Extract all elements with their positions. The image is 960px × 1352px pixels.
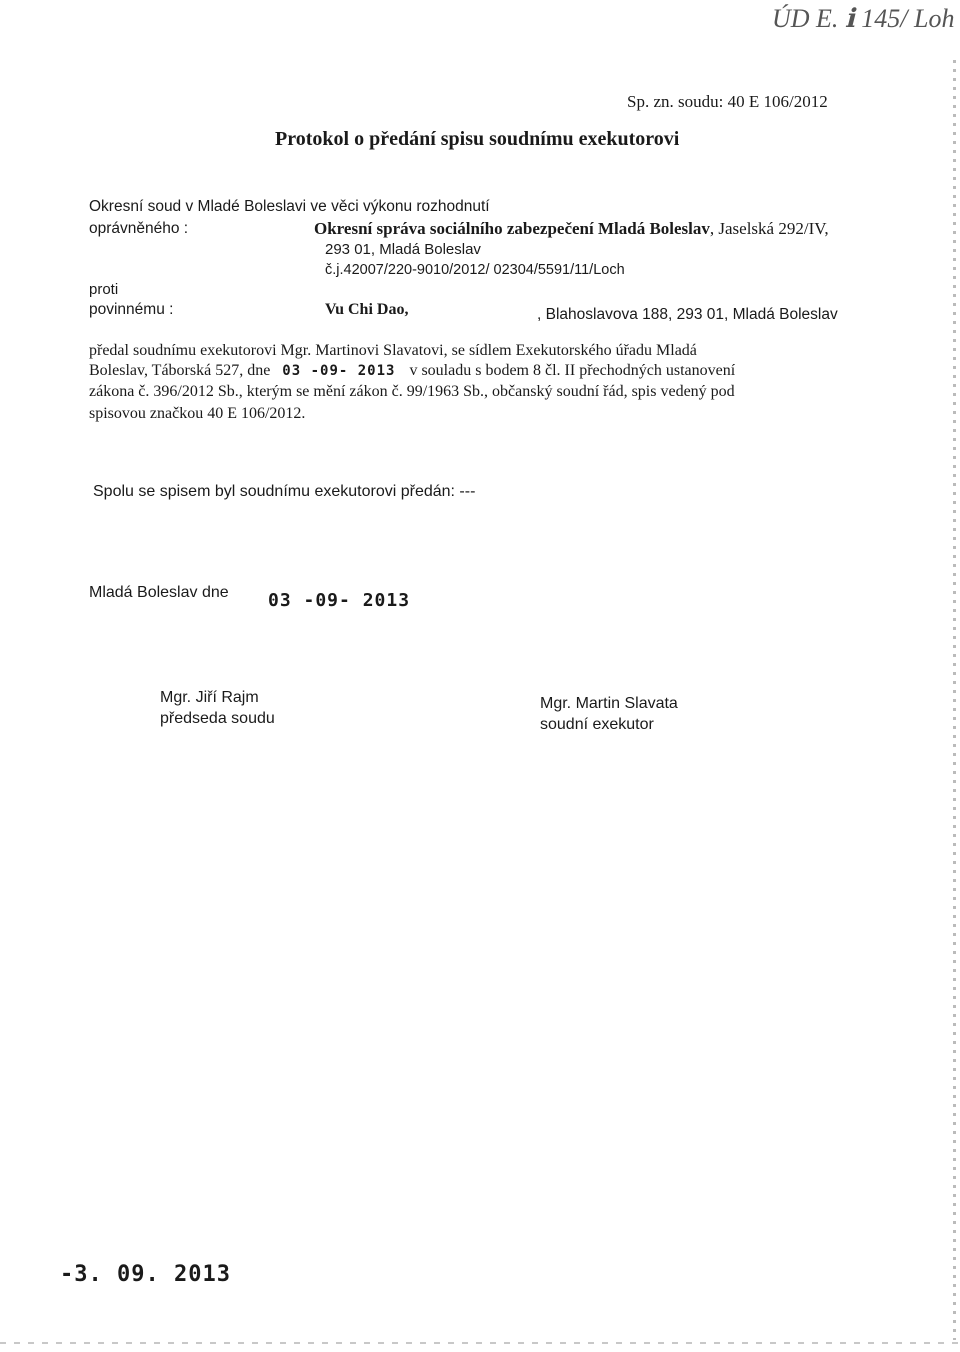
paragraph-line-2a: Boleslav, Táborská 527, dne	[89, 362, 271, 379]
signature-left-role: předseda soudu	[160, 710, 275, 727]
entitled-address-1: , Jaselská 292/IV,	[709, 219, 829, 238]
signature-right-role: soudní exekutor	[540, 716, 654, 733]
paragraph-line-2b: v souladu s bodem 8 čl. II přechodných ustanovení	[409, 362, 736, 379]
paragraph-line-4: spisovou značkou 40 E 106/2012.	[89, 405, 306, 422]
paragraph-line-3: zákona č. 396/2012 Sb., kterým se mění zákon č. 99/1963 Sb., občanský soudní řád, spis vedený pod	[89, 383, 735, 400]
entitled-label: oprávněného :	[89, 220, 189, 237]
attachment-line: Spolu se spisem byl soudnímu exekutorovi předán: ---	[93, 483, 476, 500]
obliged-label: povinnému :	[89, 301, 174, 318]
obliged-name: Vu Chi Dao,	[325, 301, 409, 318]
paragraph-line-2	[89, 362, 735, 380]
page-title: Protokol o předání spisu soudnímu exekutorovi	[275, 128, 680, 150]
handover-date-stamp: 03 -09- 2013	[282, 363, 396, 379]
entitled-reference: č.j.42007/220-9010/2012/ 02304/5591/11/Loch	[325, 262, 625, 278]
scan-edge-bottom	[0, 1342, 960, 1344]
court-line: Okresní soud v Mladé Boleslavi ve věci výkonu rozhodnutí	[89, 198, 490, 215]
paragraph-line-1: předal soudnímu exekutorovi Mgr. Martinovi Slavatovi, se sídlem Exekutorského úřadu Mladá	[89, 342, 697, 359]
entitled-name: Okresní správa sociálního zabezpečení Mladá Boleslav	[314, 219, 710, 238]
case-number: Sp. zn. soudu: 40 E 106/2012	[627, 92, 828, 111]
place-date-stamp: 03 -09- 2013	[268, 590, 411, 611]
entitled-party	[314, 219, 829, 239]
handwritten-filing-note: ÚD E. ℹ 145/ Loh	[772, 4, 955, 33]
scan-edge-right	[953, 60, 956, 1340]
signature-left-name: Mgr. Jiří Rajm	[160, 689, 259, 706]
receipt-date-stamp: -3. 09. 2013	[60, 1262, 231, 1287]
entitled-address-2: 293 01, Mladá Boleslav	[325, 241, 481, 258]
place-date-label: Mladá Boleslav dne	[89, 584, 229, 601]
proti-label: proti	[89, 281, 119, 298]
signature-right-name: Mgr. Martin Slavata	[540, 695, 678, 712]
obliged-address: , Blahoslavova 188, 293 01, Mladá Boleslav	[537, 306, 838, 323]
